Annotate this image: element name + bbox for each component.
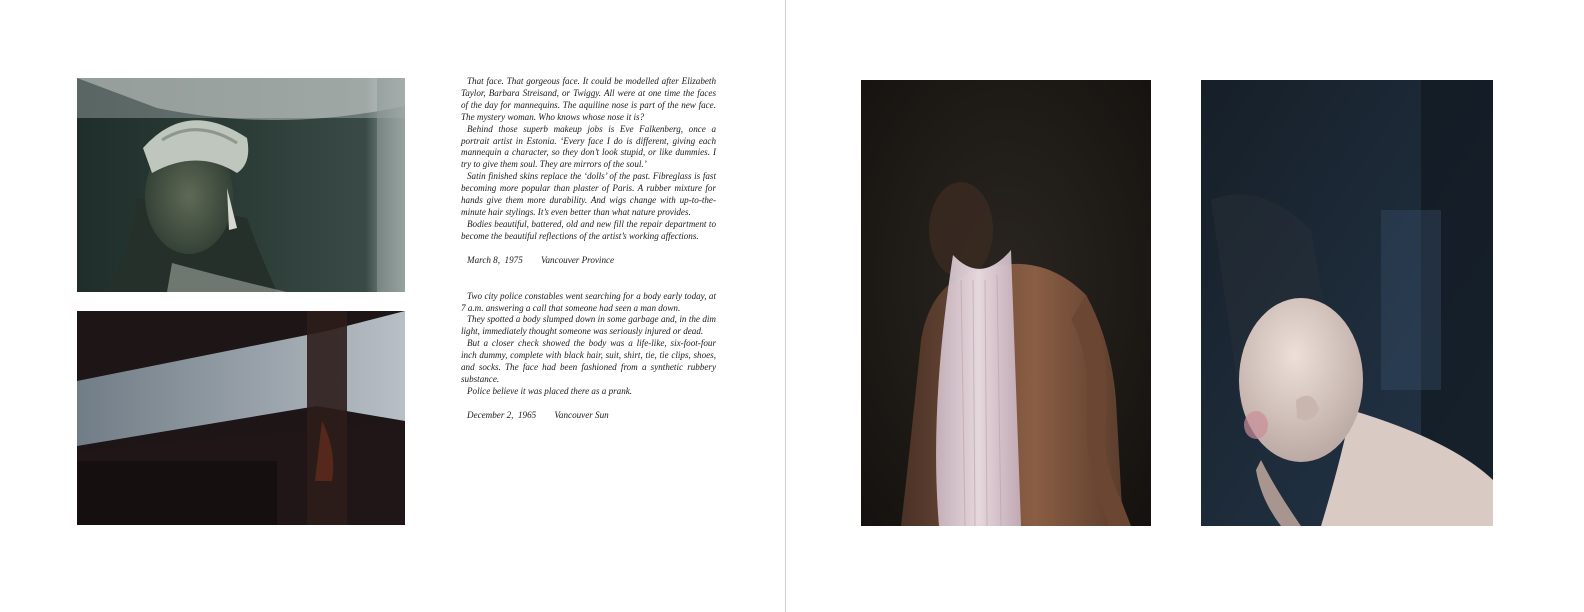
article-2 [461,291,716,422]
article-2-source: Vancouver Sun [554,409,609,420]
article-2-paragraph: Two city police constables went searching for a body early today, at 7 a.m. answering a call that someone had seen a man down. [461,290,716,313]
article-2-dateline [461,410,716,422]
article-1-source: Vancouver Province [540,254,615,265]
article-2-date: December 2, 1965 [467,409,537,420]
article-1-date: March 8, 1975 [467,254,523,265]
article-1-paragraph: Bodies beautiful, battered, old and new fill the repair department to become the beautiful reflections of the artist’s working affections. [461,218,716,241]
article-1 [461,76,716,267]
article-1-paragraph: Satin finished skins replace the ‘dolls’ of the past. Fibreglass is fast becoming more popular than plaster of Paris. A rubber mixture for hands give them more durability. And wigs change with up-to-the-minute hair stylings. It’s even better than what nature provides. [461,171,716,217]
photo-blurred-reflection [77,311,405,525]
article-text-column [461,76,716,422]
article-2-paragraph: Police believe it was placed there as a prank. [467,385,633,396]
page-gutter [785,0,786,612]
article-2-paragraph: They spotted a body slumped down in some garbage and, in the dim light, immediately thought someone was seriously injured or dead. [461,314,716,337]
article-2-paragraph: But a closer check showed the body was a life-like, six-foot-four inch dummy, complete with black hair, suit, shirt, tie, tie clips, shoes, and socks. The face had been fashioned from a synthetic rubbery substance. [461,338,716,384]
article-1-dateline [461,255,716,267]
photo-mannequin-turban [77,78,405,292]
article-1-paragraph: That face. That gorgeous face. It could be modelled after Elizabeth Taylor, Barbara Streisand, or Twiggy. All were at one time the faces of the day for mannequins. The aquiline nose is part of the new face. The mystery woman. Who knows whose nose it is? [461,76,716,122]
article-1-paragraph: Behind those superb makeup jobs is Eve Falkenberg, once a portrait artist in Estonia. ‘Every face I do is different, giving each mannequin a character, so they don’t look stupid, or like dummies. I try to give them soul. They are mirrors of the soul.’ [461,123,716,170]
photo-mannequin-veil [861,80,1151,526]
photo-mannequin-bald [1201,80,1493,526]
